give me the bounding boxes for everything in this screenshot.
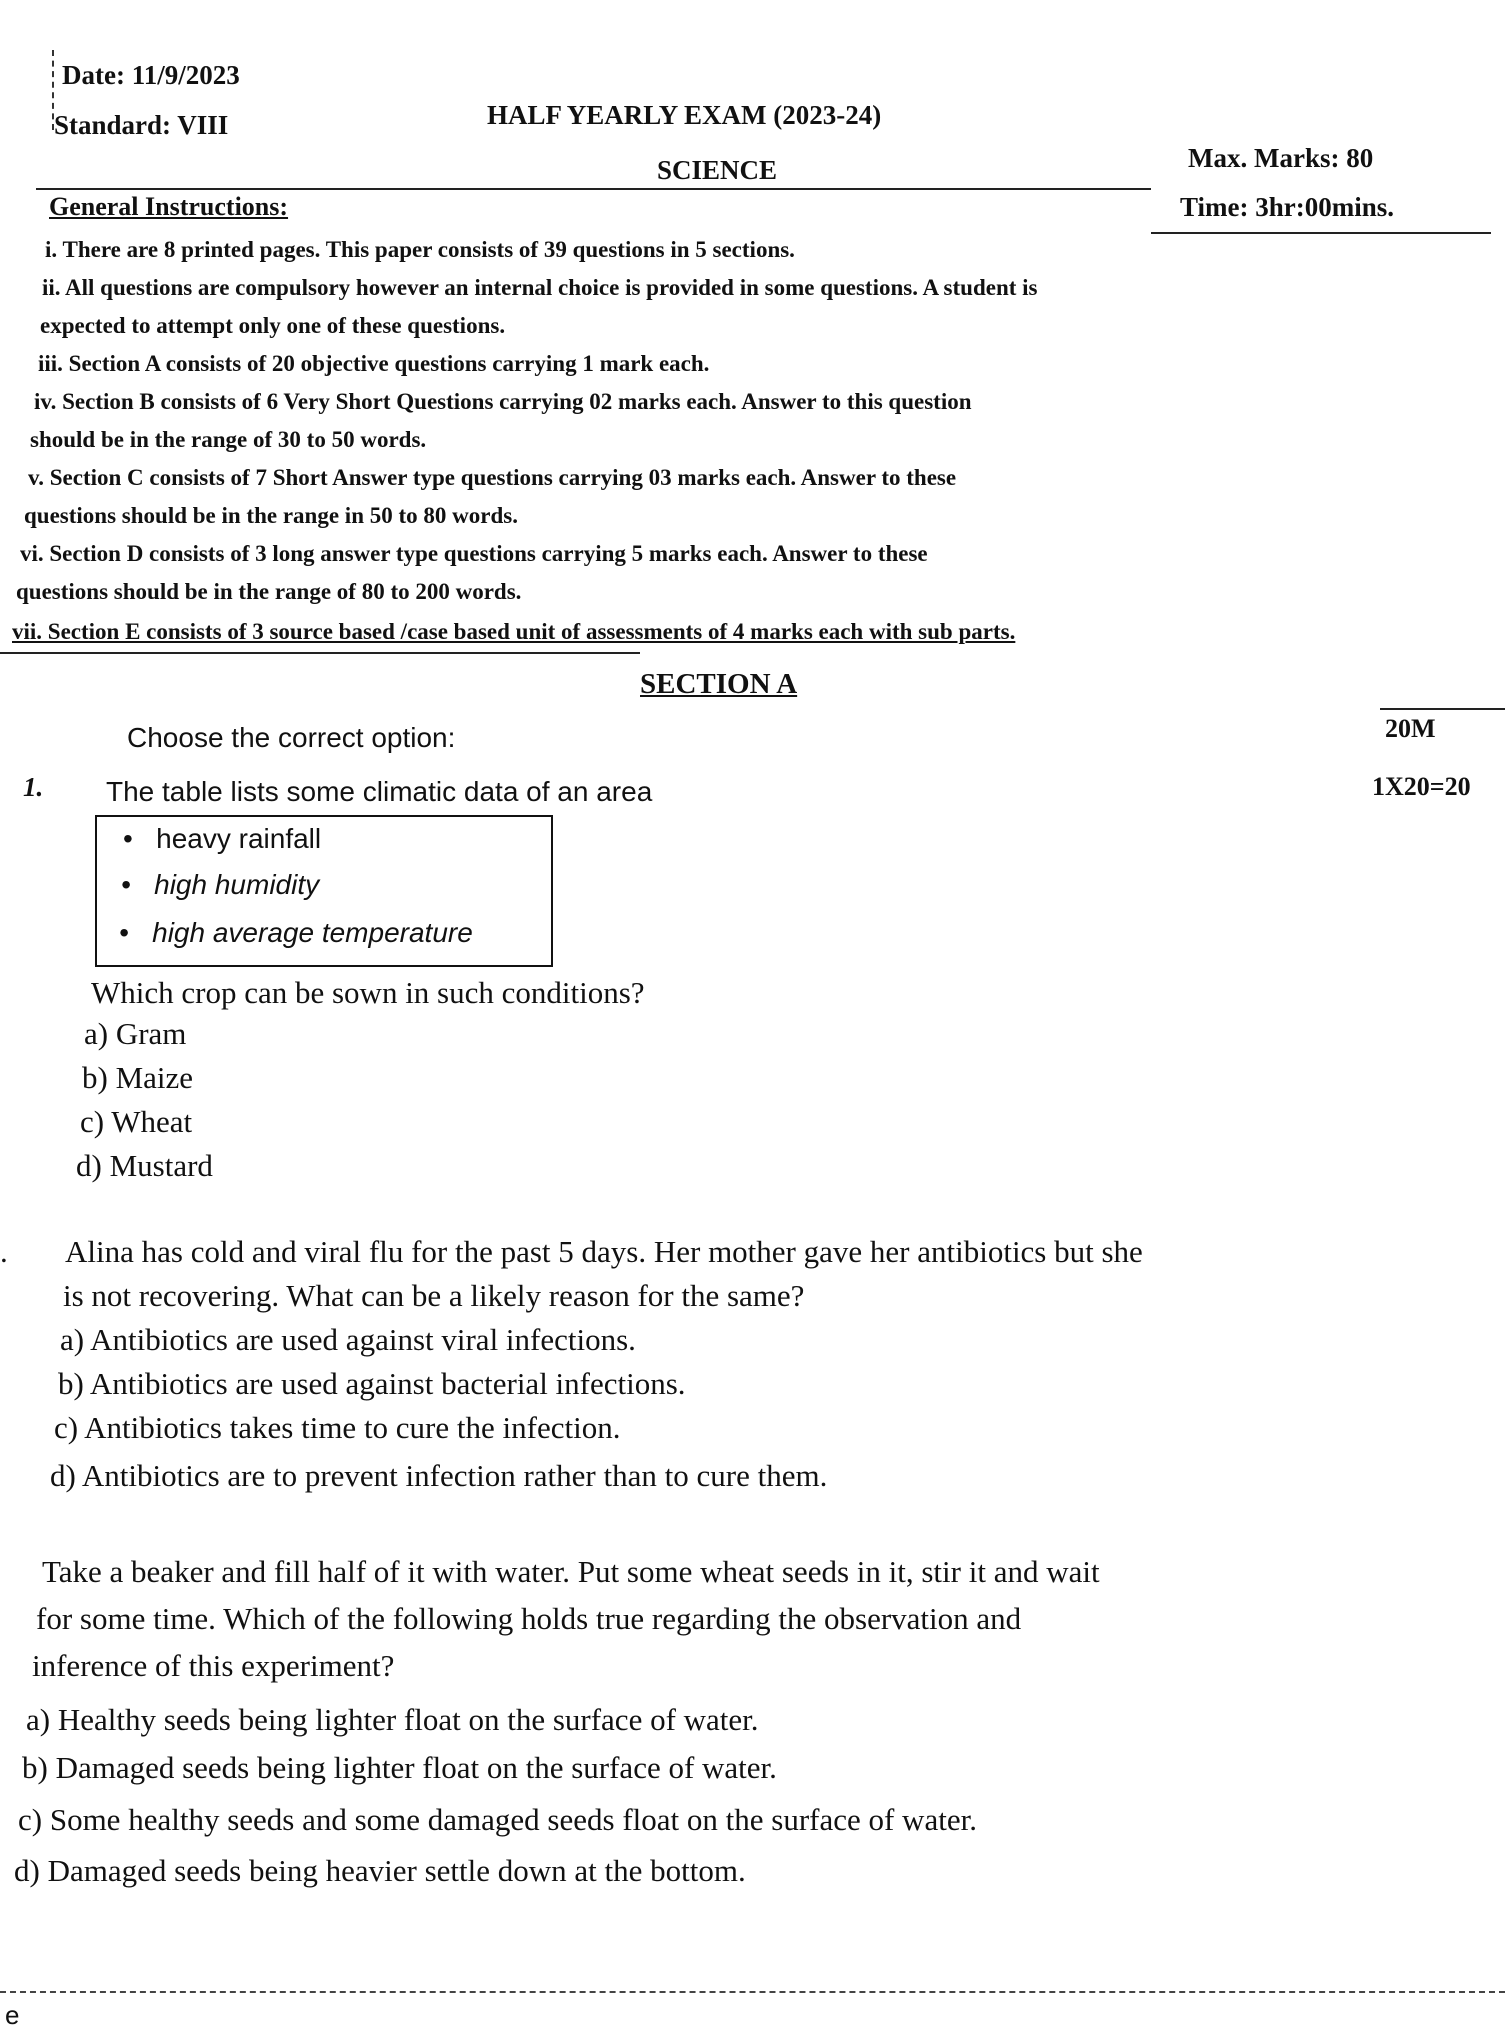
option: c) Antibiotics takes time to cure the infection.	[54, 1410, 621, 1445]
box-item-text: high humidity	[154, 869, 320, 900]
box-item: • high average temperature	[119, 917, 473, 948]
instruction-line: v. Section C consists of 7 Short Answer type questions carrying 03 marks each. Answer to these	[28, 465, 957, 490]
instruction-line: questions should be in the range in 50 to 80 words.	[24, 503, 518, 528]
question-text: Take a beaker and fill half of it with water. Put some wheat seeds in it, stir it and wait	[42, 1554, 1100, 1589]
climate-data-box	[95, 815, 553, 967]
instruction-line: iv. Section B consists of 6 Very Short Questions carrying 02 marks each. Answer to this question	[34, 389, 972, 414]
box-item-text: heavy rainfall	[156, 823, 322, 854]
question-text: for some time. Which of the following holds true regarding the observation and	[36, 1601, 1022, 1636]
instructions-divider	[0, 652, 640, 654]
footer-divider	[0, 1991, 1505, 1993]
instruction-line: questions should be in the range of 80 to 200 words.	[16, 579, 522, 604]
instruction-line: vi. Section D consists of 3 long answer type questions carrying 5 marks each. Answer to these	[20, 541, 928, 566]
section-title: SECTION A	[640, 668, 798, 700]
section-marks: 20M	[1385, 714, 1436, 743]
box-item-text: high average temperature	[152, 917, 473, 948]
instruction-line: iii. Section A consists of 20 objective questions carrying 1 mark each.	[38, 351, 710, 376]
marks-breakdown: 1X20=20	[1372, 772, 1471, 801]
option: d) Antibiotics are to prevent infection rather than to cure them.	[50, 1458, 828, 1493]
option: d) Mustard	[76, 1148, 213, 1183]
option: b) Damaged seeds being lighter float on the surface of water.	[22, 1750, 777, 1785]
question-text: Alina has cold and viral flu for the past 5 days. Her mother gave her antibiotics but she	[65, 1234, 1143, 1269]
instruction-line: expected to attempt only one of these questions.	[40, 313, 506, 338]
option: c) Some healthy seeds and some damaged seeds float on the surface of water.	[18, 1802, 977, 1837]
exam-date: Date: 11/9/2023	[62, 60, 240, 90]
section-instruction: Choose the correct option:	[127, 722, 456, 753]
option: b) Antibiotics are used against bacterial infections.	[58, 1366, 686, 1401]
instructions-heading: General Instructions:	[49, 192, 289, 221]
instruction-line: i. There are 8 printed pages. This paper consists of 39 questions in 5 sections.	[45, 237, 795, 262]
box-item: • high humidity	[121, 869, 320, 900]
question-followup: Which crop can be sown in such conditions?	[91, 975, 645, 1010]
option: b) Maize	[82, 1060, 194, 1095]
instruction-line: vii. Section E consists of 3 source based /case based unit of assessments of 4 marks each with sub parts.	[12, 619, 1016, 644]
question-text: is not recovering. What can be a likely reason for the same?	[63, 1278, 805, 1313]
option: d) Damaged seeds being heavier settle down at the bottom.	[14, 1853, 746, 1888]
header-divider	[36, 188, 1151, 190]
max-marks: Max. Marks: 80	[1188, 143, 1374, 173]
footer-fragment: e	[5, 2000, 20, 2030]
header-divider-right	[1151, 232, 1491, 234]
question-text: The table lists some climatic data of an area	[106, 776, 653, 807]
instruction-line: should be in the range of 30 to 50 words.	[30, 427, 427, 452]
standard: Standard: VIII	[54, 110, 229, 140]
box-item: • heavy rainfall	[123, 823, 322, 854]
option: a) Gram	[84, 1016, 187, 1051]
instructions-divider-right	[1380, 708, 1505, 710]
instruction-line: ii. All questions are compulsory however an internal choice is provided in some questions. A student is	[42, 275, 1038, 300]
exam-title: HALF YEARLY EXAM (2023-24)	[487, 100, 882, 130]
time-allowed: Time: 3hr:00mins.	[1180, 192, 1394, 222]
question-number: 1.	[23, 772, 44, 802]
option: a) Antibiotics are used against viral infections.	[60, 1322, 636, 1357]
question-number: .	[0, 1234, 8, 1269]
subject: SCIENCE	[657, 155, 778, 185]
option: a) Healthy seeds being lighter float on the surface of water.	[26, 1702, 759, 1737]
option: c) Wheat	[80, 1104, 193, 1139]
question-text: inference of this experiment?	[32, 1648, 395, 1683]
